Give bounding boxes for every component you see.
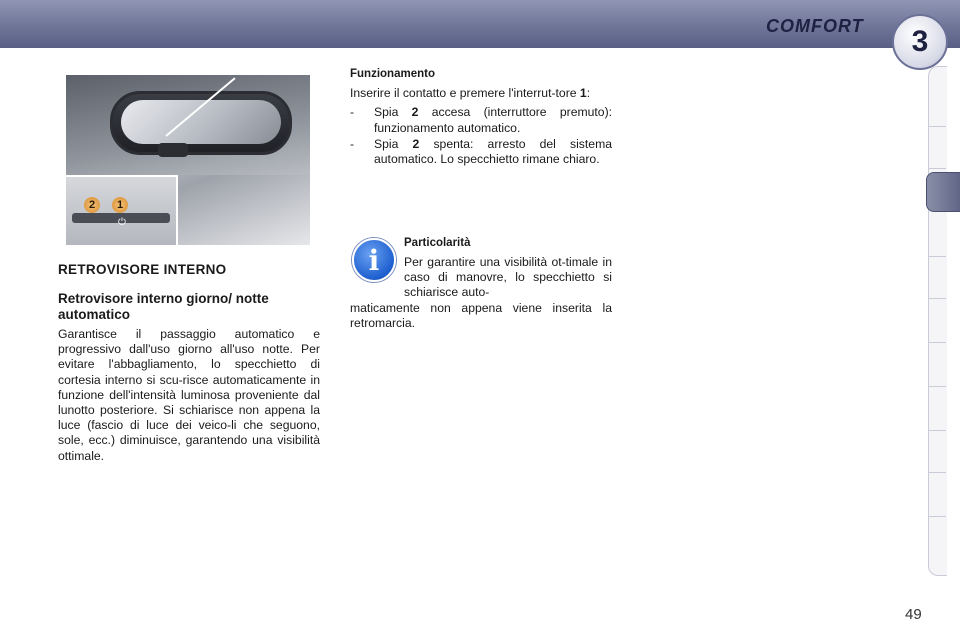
item-text: spenta: arresto del sistema automatico. Lo specchietto rimane chiaro.: [374, 136, 612, 167]
info-body-indented: Per garantire una visibilità ot-timale in caso di manovre, lo specchietto si schiarisce auto-: [404, 255, 612, 300]
intro-switch-number: 1: [579, 86, 587, 101]
callout-badge-1: 1: [112, 197, 128, 213]
tab-divider: [928, 430, 946, 431]
tab-divider: [928, 472, 946, 473]
list-item: [350, 137, 612, 167]
mirror-stem: [158, 143, 188, 157]
intro-text: Inserire il contatto e premere l'interrut-tore: [350, 86, 580, 101]
item-number: 2: [411, 105, 419, 120]
list-item-text: [374, 105, 612, 135]
operation-title: Funzionamento: [350, 68, 435, 80]
item-number: 2: [412, 136, 420, 151]
body-paragraph: Garantisce il passaggio automatico e progressivo dall'uso giorno all'uso notte. Per evitare l'abbagliamento, lo specchietto di cortesia interno si scu-risce automaticamente in funzione dell'intensità luminosa proveniente dal lunotto posteriore. Si schiarisce non appena la luce (fascio di luce dei veico-li che seguono, sole, ecc.) diminuisce, garantendo una visibilità ottimale.: [58, 327, 320, 463]
chapter-tab-strip: [928, 66, 947, 576]
intro-suffix: :: [586, 86, 591, 101]
list-dash: -: [350, 105, 355, 120]
list-dash: -: [350, 136, 355, 151]
operation-intro: [350, 86, 612, 101]
info-body: [350, 255, 612, 331]
list-item-text: [374, 137, 612, 167]
operation-section: [350, 67, 612, 168]
item-text: accesa (interruttore premuto): funzionamento automatico.: [374, 105, 613, 135]
info-glyph: i: [368, 243, 380, 277]
tab-divider: [928, 298, 946, 299]
mirror-detail-inset: [66, 175, 178, 245]
chapter-number-badge: [892, 14, 948, 70]
chapter-title: COMFORT: [766, 16, 864, 36]
tab-divider: [928, 386, 946, 387]
tab-divider: [928, 168, 946, 169]
info-body-rest: maticamente non appena viene inserita la retromarcia.: [350, 300, 612, 330]
chapter-tab-active[interactable]: [926, 172, 960, 212]
mirror-housing: [110, 91, 292, 155]
tab-divider: [928, 126, 946, 127]
page-number: 49: [905, 606, 922, 623]
callout-badge-2: 2: [84, 197, 100, 213]
subsection-title: Retrovisore interno giorno/ notte automatico: [58, 291, 269, 322]
tab-divider: [928, 256, 946, 257]
item-prefix: Spia: [374, 136, 413, 151]
tab-divider: [928, 516, 946, 517]
power-button-icon: ⏻: [118, 217, 126, 228]
item-prefix: Spia: [374, 105, 412, 120]
chapter-number: 3: [911, 25, 929, 58]
list-item: [350, 105, 612, 135]
tab-divider: [928, 342, 946, 343]
section-title: RETROVISORE INTERNO: [58, 262, 227, 277]
rear-view-mirror-photo: [66, 75, 310, 245]
info-title: Particolarità: [404, 237, 471, 249]
